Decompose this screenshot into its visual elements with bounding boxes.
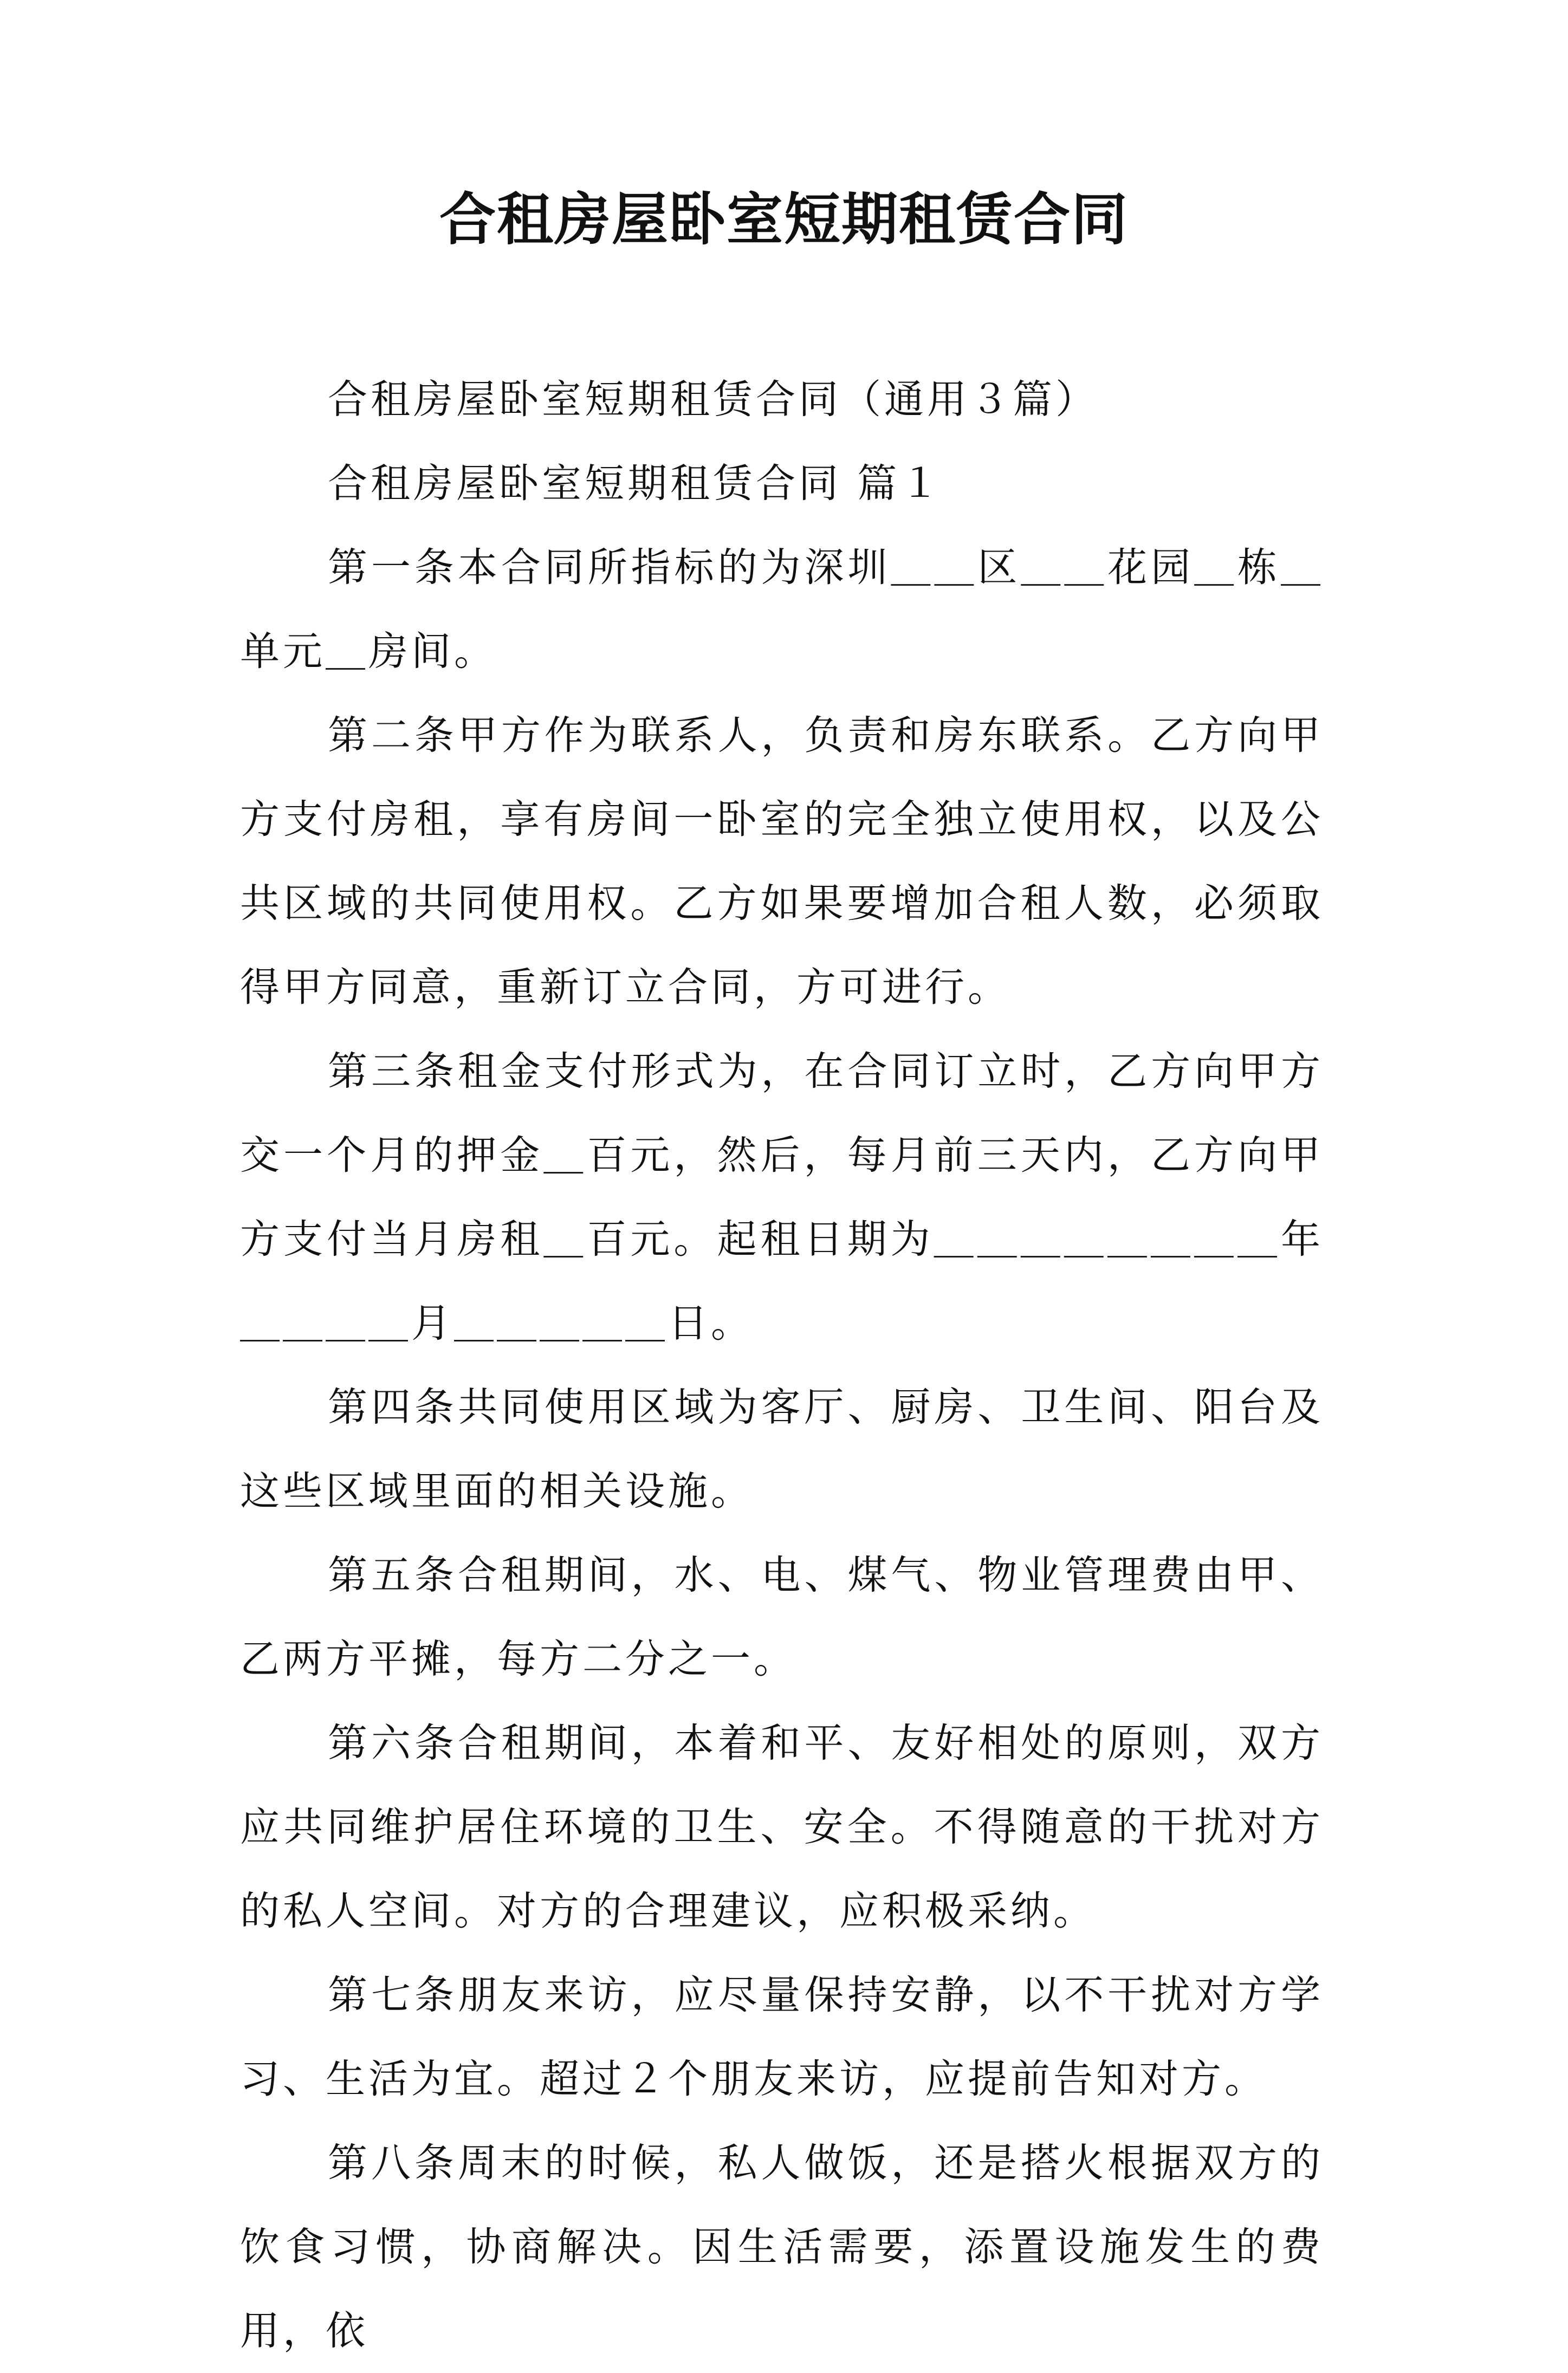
paragraph-article-2: 第二条甲方作为联系人，负责和房东联系。乙方向甲方支付房租，享有房间一卧室的完全独立使用权，以及公共区域的共同使用权。乙方如果要增加合租人数，必须取得甲方同意，重新订立合同，方可进行。 <box>240 712 1324 1010</box>
paragraph-article-3: 第三条租金支付形式为，在合同订立时，乙方向甲方交一个月的押金＿百元，然后，每月前三天内，乙方向甲方支付当月房租＿百元。起租日期为＿＿＿＿＿＿＿＿年＿＿＿＿月＿＿＿＿＿日。 <box>240 1048 1324 1346</box>
paragraph-section-heading: 合租房屋卧室短期租赁合同 篇１ <box>328 461 943 507</box>
paragraph-article-1: 第一条本合同所指标的为深圳＿＿区＿＿花园＿栋＿单元＿房间。 <box>240 544 1324 675</box>
paragraph-article-8: 第八条周末的时候，私人做饭，还是搭火根据双方的饮食习惯，协商解决。因生活需要，添置设施发生的费用，依 <box>240 2140 1324 2354</box>
paragraph-article-7: 第七条朋友来访，应尽量保持安静，以不干扰对方学习、生活为宜。超过２个朋友来访，应提前告知对方。 <box>240 1972 1324 2102</box>
paragraph-subtitle: 合租房屋卧室短期租赁合同（通用３篇） <box>328 377 1098 423</box>
document-title: 合租房屋卧室短期租赁合同 <box>439 186 1129 252</box>
document-body <box>240 358 1324 2373</box>
paragraph-article-6: 第六条合租期间，本着和平、友好相处的原则，双方应共同维护居住环境的卫生、安全。不得随意的干扰对方的私人空间。对方的合理建议，应积极采纳。 <box>240 1720 1324 1934</box>
paragraph-article-5: 第五条合租期间，水、电、煤气、物业管理费由甲、乙两方平摊，每方二分之一。 <box>240 1552 1324 1682</box>
paragraph-article-4: 第四条共同使用区域为客厅、厨房、卫生间、阳台及这些区域里面的相关设施。 <box>240 1384 1324 1514</box>
